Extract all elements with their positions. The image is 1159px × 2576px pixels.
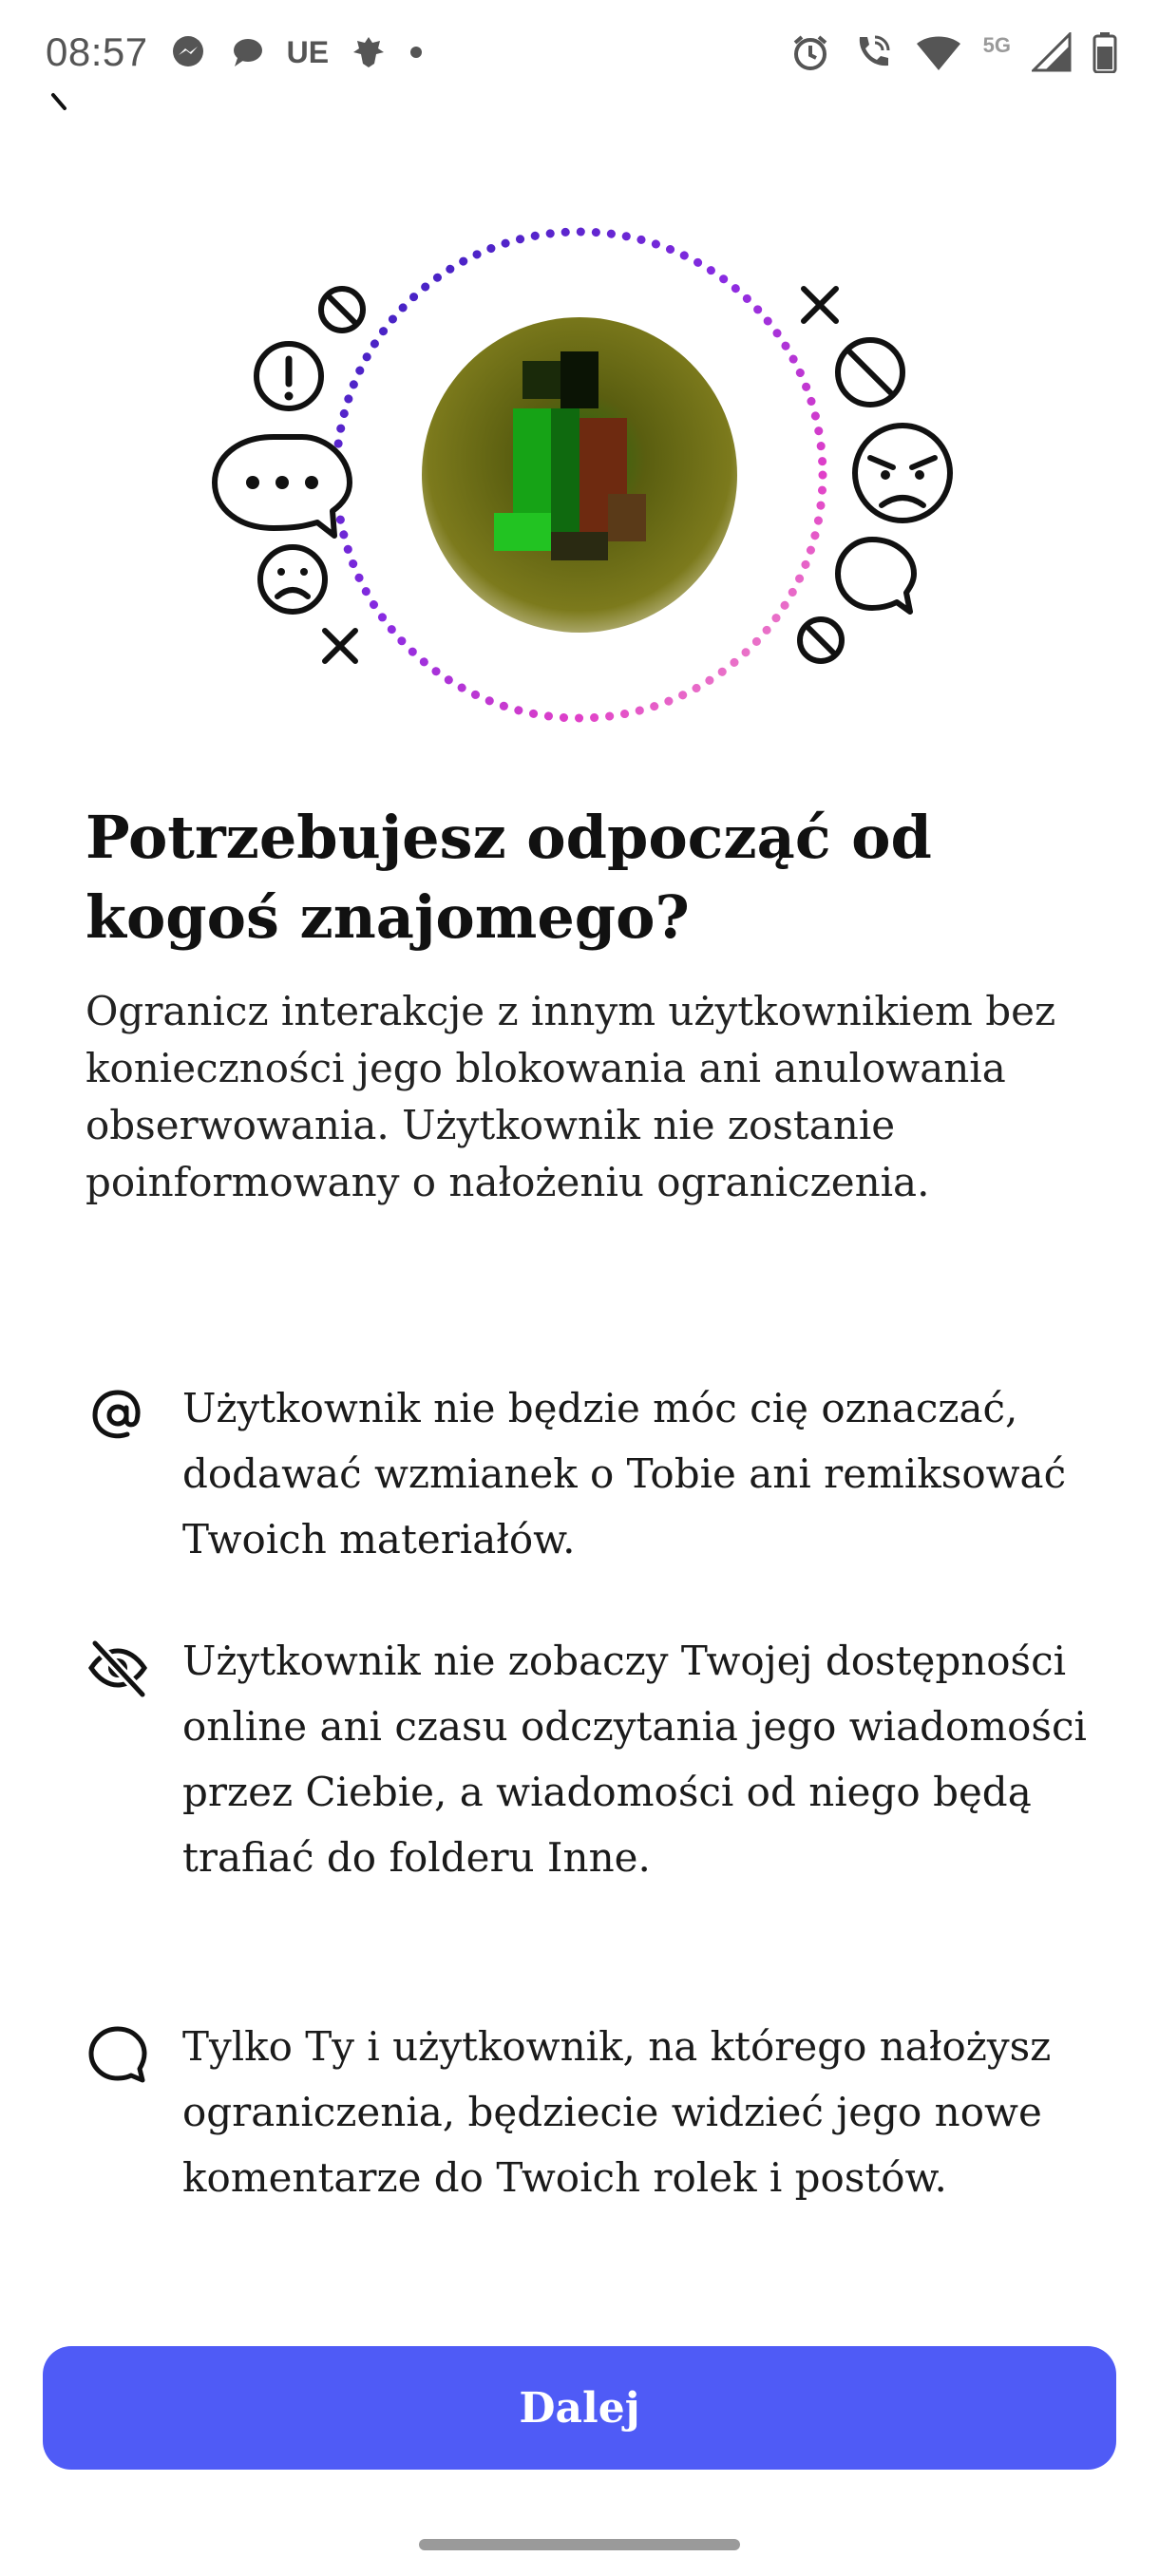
battery-icon	[1092, 31, 1117, 73]
back-arrow-icon[interactable]	[49, 91, 72, 114]
close-x-icon	[325, 631, 355, 661]
block-icon	[321, 289, 363, 331]
alarm-icon	[789, 31, 831, 73]
block-icon	[800, 619, 842, 661]
feature-text: Użytkownik nie zobaczy Twojej dostępności online ani czasu odczytania jego wiadomości przez Ciebie, a wiadomości od niego będą trafiać do folderu Inne.	[182, 1638, 1087, 1881]
exclamation-bubble-icon	[256, 344, 321, 408]
speech-bubble-icon	[838, 540, 914, 612]
status-bar	[0, 0, 1159, 104]
messenger-icon	[169, 33, 207, 71]
comment-bubble-icon	[86, 2021, 150, 2086]
wifi-icon	[915, 32, 962, 72]
page-title: Potrzebujesz odpocząć od kogoś znajomego?	[86, 803, 932, 952]
status-left	[46, 29, 424, 75]
wifi-call-icon	[852, 31, 894, 73]
status-carrier-text: UE	[286, 34, 330, 69]
next-button[interactable]: Dalej	[43, 2346, 1116, 2470]
at-sign-icon	[86, 1383, 150, 1448]
feature-text: Tylko Ty i użytkownik, na którego nałożysz ograniczenia, będziecie widzieć jego nowe komentarze do Twoich rolek i postów.	[182, 2023, 1052, 2201]
block-icon	[838, 340, 902, 405]
avatar	[422, 317, 737, 633]
status-right	[789, 31, 1117, 73]
sad-face-icon	[260, 547, 325, 612]
signal-icon	[1032, 32, 1072, 72]
dot-icon	[408, 45, 424, 60]
restrict-illustration	[190, 209, 969, 741]
angry-face-icon	[855, 426, 950, 521]
eye-off-icon	[86, 1636, 150, 1700]
feature-text: Użytkownik nie będzie móc cię oznaczać, dodawać wzmianek o Tobie ani remiksować Twoich materiałów.	[182, 1385, 1067, 1563]
network-type: 5G	[982, 33, 1011, 57]
home-indicator[interactable]	[419, 2539, 740, 2550]
eagle-emblem-icon	[350, 33, 388, 71]
typing-bubble-icon	[215, 437, 350, 536]
close-x-icon	[804, 289, 836, 321]
status-time: 08:57	[46, 29, 148, 74]
chat-bubble-icon	[228, 33, 266, 71]
page-description: Ogranicz interakcje z innym użytkownikiem bez konieczności jego blokowania ani anulowania obserwowania. Użytkownik nie zostanie poinformowany o nałożeniu ograniczenia.	[86, 988, 1056, 1205]
